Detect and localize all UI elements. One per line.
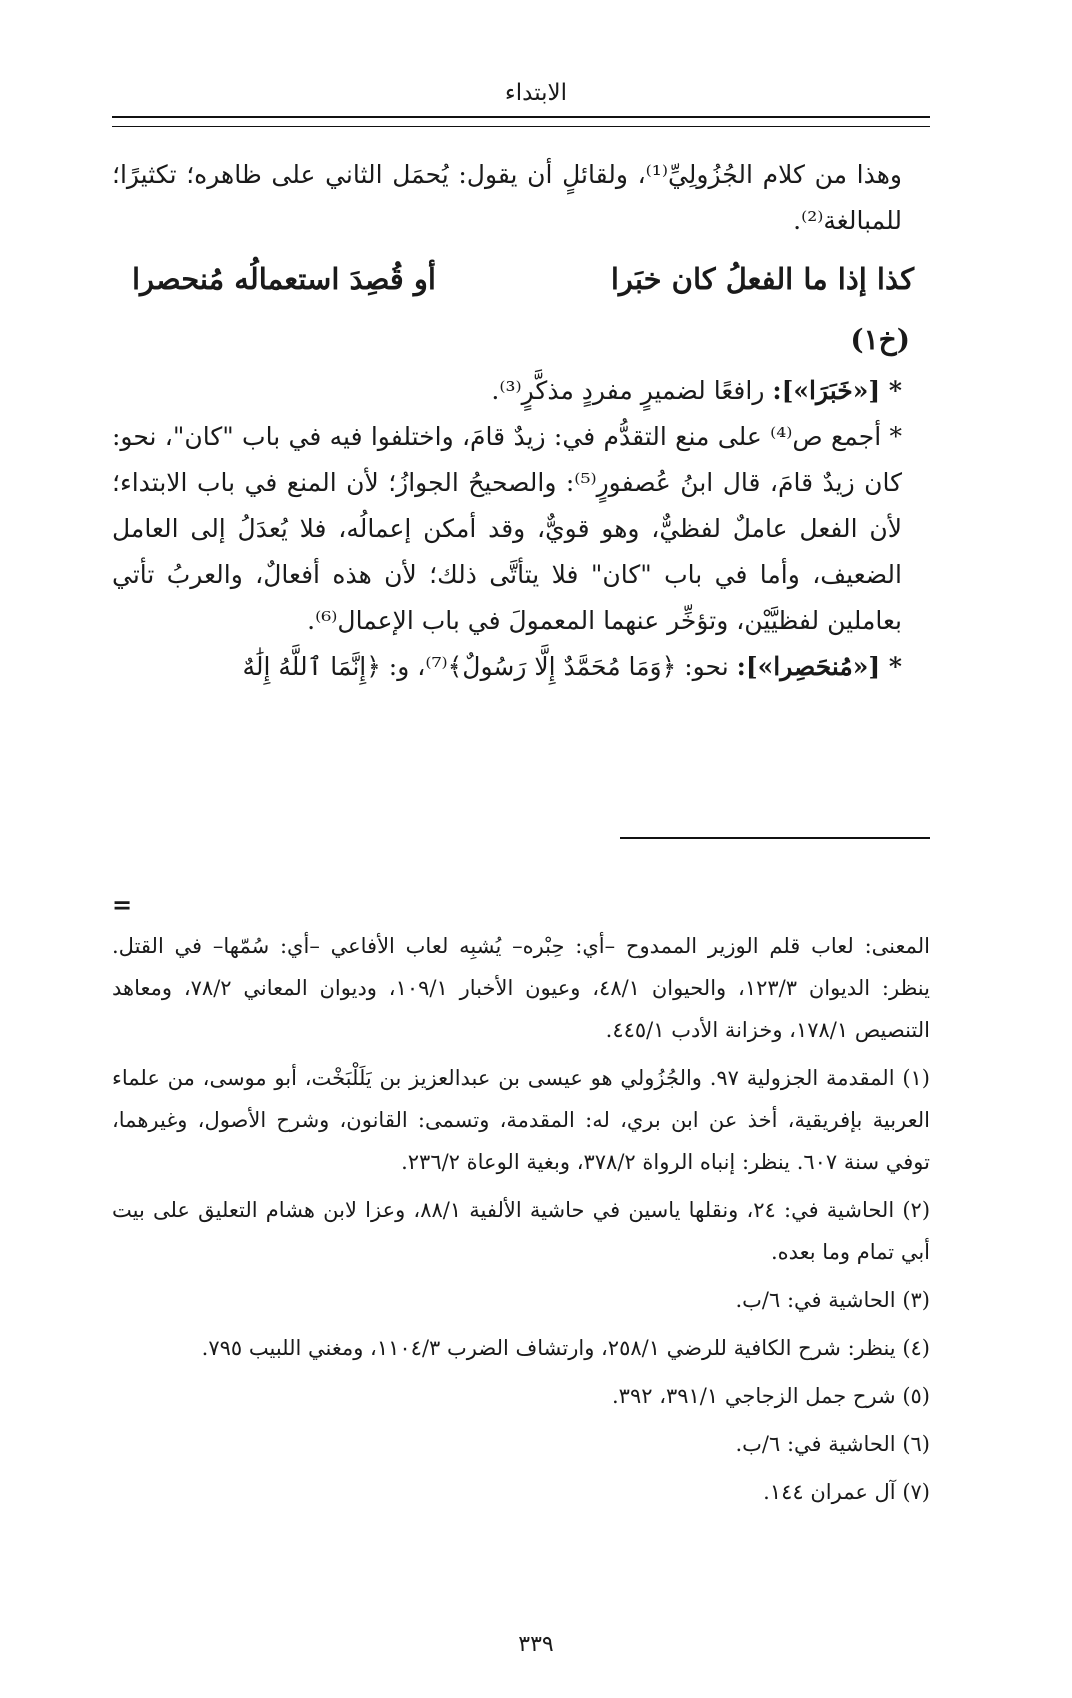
verse-tag: (خ١)	[850, 323, 910, 356]
footnote-7: (٧) آل عمران ١٤٤.	[763, 1480, 930, 1504]
verse-first-hemistich: كذا إذا ما الفعلُ كان خبَرا	[610, 262, 914, 296]
footnote-5: (٥) شرح جمل الزجاجي ٣٩١/١، ٣٩٢.	[611, 1384, 930, 1408]
footnote-separator	[620, 837, 930, 839]
poem-verse	[112, 246, 930, 312]
footnote-continuation: المعنى: لعاب قلم الوزير الممدوح –أي: حِبْره– يُشبِه لعاب الأفاعي –أي: سُمّها– في القتل. ينظر: الديوان ١٢٣/٣، والحيوان ٤٨/١، وعيون الأخبار ١٠٩/١، وديوان المعاني ٧٨/٢، ومعاهد التنصيص ١٧٨/١، وخزانة الأدب ٤٤٥/١.	[112, 934, 930, 1042]
note-khabara-key: * [«خَبَرَا»]:	[772, 376, 902, 405]
continuation-mark: =	[112, 890, 133, 919]
note-munhasira-text: نحو: ﴿وَمَا مُحَمَّدٌ إِلَّا رَسُولٌ﴾⁽⁷⁾، و: ﴿إِنَّمَا ٱللَّهُ إِلَٰهٌ	[242, 652, 737, 681]
main-text	[112, 152, 930, 690]
verse-second-hemistich: أو قُصِدَ استعمالُه مُنحصرا	[132, 262, 436, 296]
page-number: ٣٣٩	[518, 1632, 554, 1657]
note-munhasira	[112, 644, 930, 690]
footnote-6: (٦) الحاشية في: ٦/ب.	[735, 1432, 930, 1456]
header-rule-thick	[112, 116, 930, 118]
note-ijma: * أجمع ص⁽⁴⁾ على منع التقدُّم في: زيدٌ قامَ، واختلفوا فيه في باب "كان"، نحو: كان زيدٌ قامَ، قال ابنُ عُصفورٍ⁽⁵⁾: والصحيحُ الجوازُ؛ لأن المنع في باب الابتداء؛ لأن الفعل عاملٌ لفظيٌّ، وهو قويٌّ، وقد أمكن إعمالُه، فلا يُعدَلُ إلى العامل الضعيف، وأما في باب "كان" فلا يتأتَّى ذلك؛ لأن هذه أفعالٌ، والعربُ تأتي بعاملين لفظيَّيْن، وتؤخِّر عنهما المعمولَ في باب الإعمال⁽⁶⁾.	[112, 422, 903, 635]
footnotes	[112, 925, 930, 1519]
footnote-3: (٣) الحاشية في: ٦/ب.	[735, 1288, 930, 1312]
note-khabara	[112, 368, 930, 414]
footnote-4: (٤) ينظر: شرح الكافية للرضي ٢٥٨/١، وارتشاف الضرب ١١٠٤/٣، ومغني اللبيب ٧٩٥.	[201, 1336, 930, 1360]
paragraph-1: وهذا من كلام الجُزُولِيِّ⁽¹⁾، ولقائلٍ أن يقول: يُحمَل الثاني على ظاهره؛ تكثيرًا؛ للمبالغة⁽²⁾.	[112, 160, 902, 235]
note-munhasira-key: * [«مُنحَصِرا»]:	[736, 652, 902, 681]
footnote-2: (٢) الحاشية في: ٢٤، ونقلها ياسين في حاشية الألفية ٨٨/١، وعزا لابن هشام التعليق على بيت أبي تمام وما بعده.	[112, 1198, 931, 1264]
footnote-1: (١) المقدمة الجزولية ٩٧. والجُزُولي هو عيسى بن عبدالعزيز بن يَلَلْبَخْت، أبو موسى، من علماء العربية بإفريقية، أخذ عن ابن بري، له: المقدمة، وتسمى: القانون، وشرح الأصول، وغيرهما، توفي سنة ٦٠٧. ينظر: إنباه الرواة ٣٧٨/٢، وبغية الوعاة ٢٣٦/٢.	[112, 1066, 930, 1174]
note-khabara-text: رافعًا لضميرٍ مفردٍ مذكَّرٍ⁽³⁾.	[491, 376, 773, 405]
header-rule-thin	[112, 126, 930, 127]
running-header: الابتداء	[504, 80, 568, 106]
